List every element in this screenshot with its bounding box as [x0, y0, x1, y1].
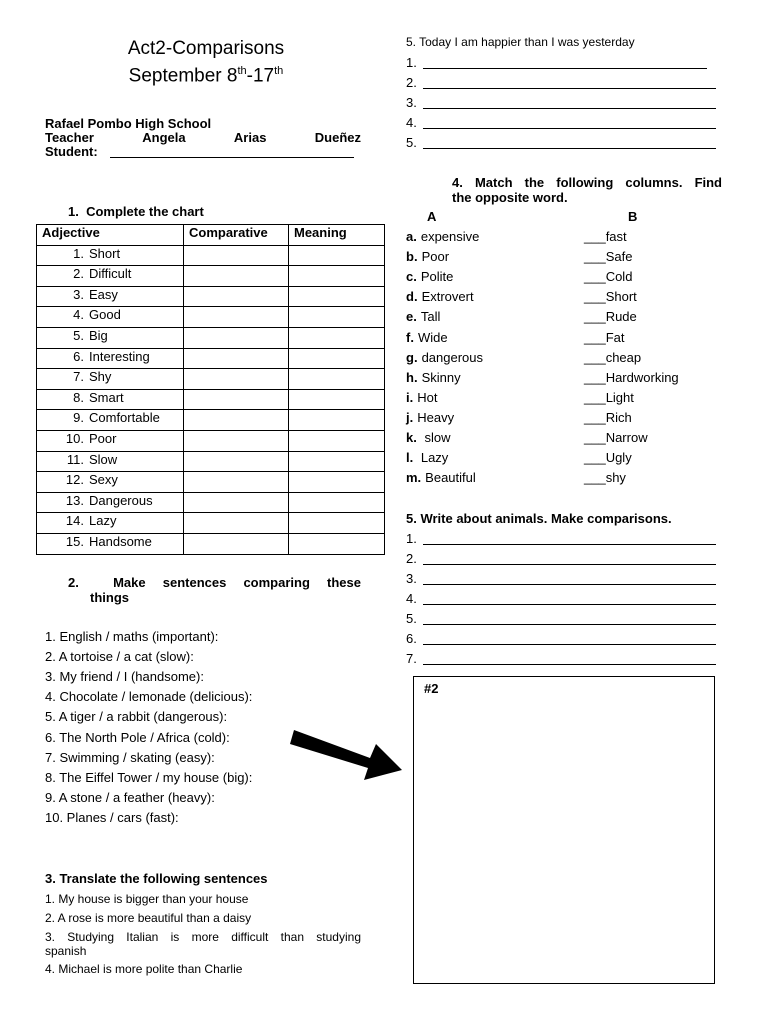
column-a-item — [406, 370, 461, 385]
chart-row — [37, 430, 385, 451]
adjective-word: Big — [89, 327, 108, 343]
line-number: 1. — [406, 531, 417, 546]
item-word: expensive — [420, 229, 480, 244]
student-label: Student: — [45, 144, 98, 159]
item-word: Extrovert — [421, 289, 474, 305]
section4-title-line2: the opposite word. — [452, 190, 568, 205]
item-word: Wide — [417, 329, 448, 345]
translate-item: 2. A rose is more beautiful than a daisy — [45, 911, 252, 925]
item-word: dangerous — [421, 349, 484, 365]
prompt-sentence: 5. Today I am happier than I was yesterday — [406, 35, 635, 49]
meaning-cell[interactable] — [289, 492, 385, 513]
answer-line[interactable] — [423, 148, 716, 149]
section2-title-line1: 2. Make sentences comparing these — [68, 575, 361, 590]
column-a-item — [406, 410, 454, 425]
row-number: 4. — [73, 307, 84, 323]
column-a-item — [406, 289, 474, 304]
column-b-item[interactable]: ___Fat — [584, 329, 625, 345]
chart-row — [37, 369, 385, 390]
item-letter: a. — [406, 229, 417, 244]
meaning-cell[interactable] — [289, 410, 385, 431]
comparative-cell[interactable] — [184, 245, 289, 266]
line-number: 7. — [406, 651, 417, 666]
answer-box[interactable] — [413, 676, 715, 984]
item-word: Beautiful — [425, 470, 476, 486]
comparison-item: 1. English / maths (important): — [45, 629, 219, 644]
row-number: 12. — [65, 472, 84, 488]
row-number: 3. — [73, 286, 84, 302]
column-a-item — [406, 309, 440, 324]
chart-row — [37, 286, 385, 307]
answer-line[interactable] — [423, 68, 707, 69]
comparative-cell[interactable] — [184, 472, 289, 493]
adjective-word: Easy — [89, 286, 118, 302]
row-number: 7. — [73, 369, 84, 385]
column-a-item — [406, 450, 448, 465]
chart-row — [37, 327, 385, 348]
chart-row — [37, 451, 385, 472]
line-number: 1. — [406, 55, 417, 70]
item-letter: e. — [406, 309, 417, 325]
comparative-cell[interactable] — [184, 286, 289, 307]
comparative-cell[interactable] — [184, 389, 289, 410]
item-letter: c. — [406, 269, 417, 285]
translate-item-continuation: spanish — [45, 944, 87, 958]
header-meaning: Meaning — [289, 225, 385, 246]
column-b-item[interactable]: ___Rude — [584, 309, 637, 325]
chart-row — [37, 513, 385, 534]
header-comparative: Comparative — [184, 225, 289, 246]
comparison-item: 4. Chocolate / lemonade (delicious): — [45, 689, 253, 705]
chart-row — [37, 348, 385, 369]
column-b-item[interactable]: ___cheap — [584, 349, 642, 365]
column-b-header: B — [628, 209, 638, 224]
section5-title: 5. Write about animals. Make comparisons. — [406, 511, 672, 526]
column-a-item — [406, 430, 450, 445]
chart-row — [37, 472, 385, 493]
meaning-cell[interactable] — [289, 472, 385, 493]
comparative-cell[interactable] — [184, 369, 289, 390]
adjective-cell — [37, 451, 184, 472]
arrow-right-icon — [290, 720, 405, 784]
adjective-cell — [37, 533, 184, 554]
comparison-item: 6. The North Pole / Africa (cold): — [45, 729, 230, 745]
item-letter: i. — [406, 389, 414, 405]
column-a-header: A — [427, 209, 437, 224]
meaning-cell[interactable] — [289, 533, 385, 554]
comparative-cell[interactable] — [184, 533, 289, 554]
comparative-cell[interactable] — [184, 410, 289, 431]
item-word: slow — [420, 430, 451, 445]
comparative-cell[interactable] — [184, 513, 289, 534]
line-number: 3. — [406, 571, 417, 586]
column-a-item — [406, 249, 449, 264]
line-number: 4. — [406, 591, 417, 606]
adjective-cell — [37, 389, 184, 410]
meaning-cell[interactable] — [289, 513, 385, 534]
chart-row — [37, 492, 385, 513]
adjective-word: Shy — [89, 369, 112, 385]
item-word: Poor — [421, 249, 450, 265]
teacher-name-1: Angela — [142, 130, 186, 145]
item-letter: f. — [406, 329, 414, 345]
item-word: Skinny — [421, 369, 461, 385]
answer-line[interactable] — [423, 108, 716, 109]
column-b-item[interactable]: ___Light — [584, 389, 634, 405]
comparative-cell[interactable] — [184, 266, 289, 287]
student-name-line[interactable] — [110, 157, 354, 158]
chart-row — [37, 533, 385, 554]
row-number: 9. — [73, 410, 84, 426]
meaning-cell[interactable] — [289, 307, 385, 328]
column-a-item — [406, 390, 437, 405]
row-number: 14. — [65, 513, 84, 529]
line-number: 4. — [406, 115, 417, 130]
column-b-item[interactable]: ___Safe — [584, 249, 633, 265]
column-b-item[interactable]: ___Ugly — [584, 450, 632, 466]
item-letter: j. — [406, 409, 414, 425]
adjective-cell — [37, 327, 184, 348]
adjective-cell — [37, 513, 184, 534]
teacher-name-3: Dueñez — [314, 130, 361, 145]
section2-title-line2: things — [90, 590, 129, 605]
row-number: 13. — [65, 492, 84, 508]
item-word: Heavy — [417, 409, 455, 425]
answer-line[interactable] — [423, 664, 716, 665]
comparison-item: 10. Planes / cars (fast): — [45, 809, 179, 825]
adjective-cell — [37, 307, 184, 328]
item-letter: h. — [406, 369, 418, 385]
adjective-cell — [37, 245, 184, 266]
adjective-word: Difficult — [89, 266, 132, 282]
adjective-chart — [36, 224, 385, 555]
item-letter: k. — [406, 430, 417, 445]
school-name: Rafael Pombo High School — [45, 116, 212, 131]
meaning-cell[interactable] — [289, 451, 385, 472]
line-number: 2. — [406, 551, 417, 566]
header-adjective: Adjective — [37, 225, 184, 246]
adjective-word: Good — [89, 307, 121, 323]
column-b-item[interactable]: ___Rich — [584, 409, 632, 425]
item-letter: b. — [406, 249, 418, 265]
adjective-word: Comfortable — [89, 410, 160, 426]
row-number: 8. — [73, 389, 84, 405]
line-number: 3. — [406, 95, 417, 110]
adjective-word: Lazy — [89, 513, 117, 529]
item-word: Tall — [420, 309, 441, 325]
adjective-cell — [37, 492, 184, 513]
column-a-item — [406, 470, 476, 485]
item-word: Lazy — [417, 450, 449, 466]
answer-line[interactable] — [423, 644, 716, 645]
column-a-item — [406, 269, 453, 284]
translate-item: 3. Studying Italian is more difficult than studying — [45, 930, 361, 944]
teacher-label: Teacher — [45, 130, 94, 145]
meaning-cell[interactable] — [289, 286, 385, 307]
translate-item: 1. My house is bigger than your house — [45, 892, 249, 906]
line-number: 5. — [406, 611, 417, 626]
chart-row — [37, 410, 385, 431]
comparison-item: 3. My friend / I (handsome): — [45, 669, 204, 685]
comparative-cell[interactable] — [184, 307, 289, 328]
section1-title: 1. Complete the chart — [68, 204, 204, 219]
meaning-cell[interactable] — [289, 348, 385, 369]
adjective-cell — [37, 430, 184, 451]
answer-line[interactable] — [423, 88, 716, 89]
comparison-item: 5. A tiger / a rabbit (dangerous): — [45, 709, 228, 725]
worksheet-date: September 8th-17th — [128, 65, 284, 87]
meaning-cell[interactable] — [289, 245, 385, 266]
column-b-item[interactable]: ___fast — [584, 229, 627, 244]
answer-line[interactable] — [423, 584, 716, 585]
section3-title: 3. Translate the following sentences — [45, 871, 268, 886]
adjective-word: Handsome — [89, 533, 152, 549]
adjective-cell — [37, 410, 184, 431]
comparison-item: 7. Swimming / skating (easy): — [45, 749, 215, 765]
comparison-item: 8. The Eiffel Tower / my house (big): — [45, 769, 253, 785]
meaning-cell[interactable] — [289, 327, 385, 348]
row-number: 2. — [73, 266, 84, 282]
column-b-item[interactable]: ___Short — [584, 289, 637, 305]
chart-row — [37, 245, 385, 266]
row-number: 15. — [65, 533, 84, 549]
row-number: 5. — [73, 327, 84, 343]
meaning-cell[interactable] — [289, 266, 385, 287]
answer-line[interactable] — [423, 604, 716, 605]
adjective-word: Short — [89, 245, 121, 261]
column-b-item[interactable]: ___Narrow — [584, 430, 648, 445]
line-number: 2. — [406, 75, 417, 90]
item-word: Polite — [420, 269, 454, 285]
answer-line[interactable] — [423, 564, 716, 565]
translate-item: 4. Michael is more polite than Charlie — [45, 962, 243, 976]
adjective-word: Poor — [89, 430, 117, 446]
adjective-word: Slow — [89, 451, 118, 467]
column-b-item[interactable]: ___shy — [584, 470, 626, 486]
adjective-cell — [37, 369, 184, 390]
adjective-cell — [37, 348, 184, 369]
chart-row — [37, 307, 385, 328]
item-letter: m. — [406, 470, 422, 486]
comparative-cell[interactable] — [184, 327, 289, 348]
item-letter: d. — [406, 289, 418, 305]
comparative-cell[interactable] — [184, 430, 289, 451]
comparative-cell[interactable] — [184, 348, 289, 369]
column-b-item[interactable]: ___Cold — [584, 269, 633, 285]
row-number: 10. — [65, 430, 84, 446]
teacher-line — [45, 130, 361, 145]
adjective-word: Sexy — [89, 472, 118, 488]
comparison-item: 9. A stone / a feather (heavy): — [45, 789, 215, 805]
row-number: 6. — [73, 348, 84, 364]
adjective-cell — [37, 266, 184, 287]
column-a-item — [406, 350, 483, 365]
answer-line[interactable] — [423, 624, 716, 625]
chart-row — [37, 266, 385, 287]
item-letter: g. — [406, 349, 418, 365]
column-a-item — [406, 229, 479, 244]
column-a-item — [406, 330, 448, 345]
answer-line[interactable] — [423, 544, 716, 545]
item-word: Hot — [417, 389, 438, 405]
comparative-cell[interactable] — [184, 492, 289, 513]
adjective-cell — [37, 286, 184, 307]
chart-header-row — [37, 225, 385, 246]
adjective-word: Interesting — [89, 348, 150, 364]
item-letter: l. — [406, 450, 414, 466]
section4-title — [452, 175, 722, 205]
worksheet-title: Act2-Comparisons — [127, 38, 285, 59]
adjective-cell — [37, 472, 184, 493]
line-number: 5. — [406, 135, 417, 150]
comparative-cell[interactable] — [184, 451, 289, 472]
answer-line[interactable] — [423, 128, 716, 129]
row-number: 1. — [73, 245, 84, 261]
adjective-word: Smart — [89, 389, 124, 405]
column-b-item[interactable]: ___Hardworking — [584, 369, 679, 385]
meaning-cell[interactable] — [289, 389, 385, 410]
section2-title — [68, 575, 361, 605]
teacher-name-2: Arias — [233, 130, 267, 145]
section4-title-line1: 4. Match the following columns. Find — [452, 175, 722, 190]
row-number: 11. — [66, 451, 84, 467]
meaning-cell[interactable] — [289, 369, 385, 390]
meaning-cell[interactable] — [289, 430, 385, 451]
chart-row — [37, 389, 385, 410]
line-number: 6. — [406, 631, 417, 646]
comparison-item: 2. A tortoise / a cat (slow): — [45, 649, 194, 665]
adjective-word: Dangerous — [89, 492, 153, 508]
answer-box-label: #2 — [424, 681, 439, 696]
